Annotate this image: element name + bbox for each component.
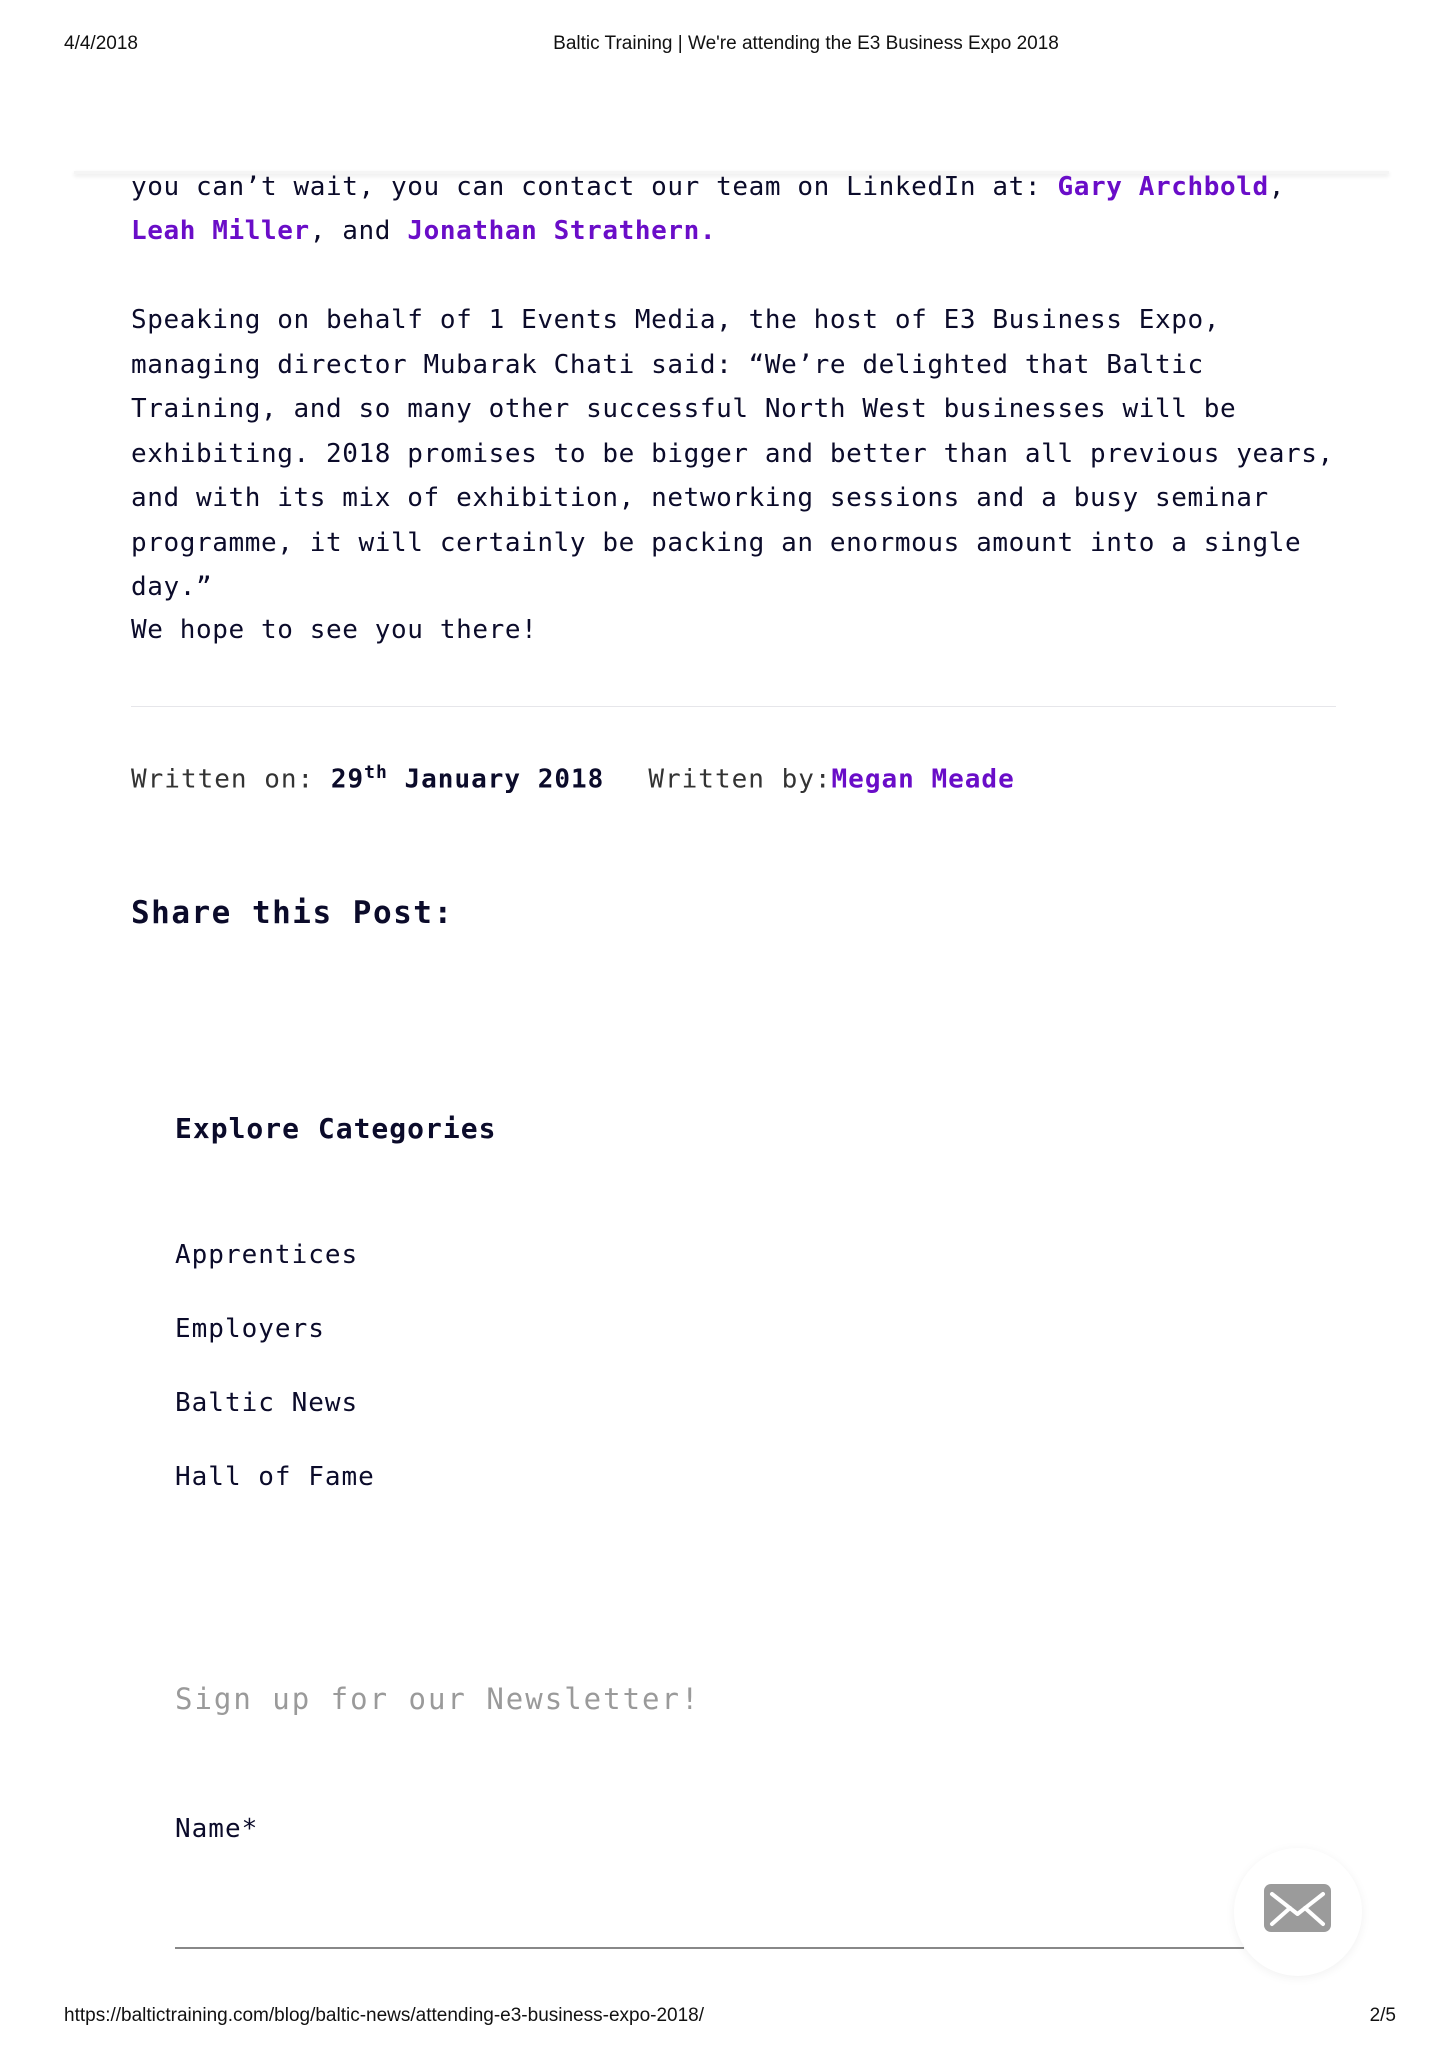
post-date-month-year: January 2018	[387, 764, 605, 795]
post-meta	[131, 762, 1015, 795]
name-field-label: Name*	[175, 1814, 259, 1844]
article-paragraph-quote: Speaking on behalf of 1 Events Media, the host of E3 Business Expo, managing director Mubarak Chati said: “We’re delighted that Baltic Training, and so many other successful North West businesses will be exhibiting. 2018 promises to be bigger and better than all previous years, and with its mix of exhibition, networking sessions and a busy seminar programme, it will certainly be packing an enormous amount into a single day.”	[131, 305, 1334, 602]
print-footer	[0, 2005, 1447, 2035]
post-date-suffix: th	[364, 762, 388, 783]
share-title: Share this Post:	[131, 895, 454, 931]
link-gary-archbold[interactable]: Gary Archbold	[1057, 172, 1269, 202]
categories-title: Explore Categories	[175, 1112, 497, 1145]
mail-icon	[1264, 1884, 1331, 1932]
print-date: 4/4/2018	[64, 33, 138, 54]
link-leah-miller[interactable]: Leah Miller	[131, 216, 310, 246]
article-paragraph-closing: We hope to see you there!	[131, 615, 538, 645]
newsletter-title: Sign up for our Newsletter!	[175, 1682, 701, 1716]
category-link-apprentices[interactable]: Apprentices	[175, 1240, 359, 1270]
categories-list	[175, 1240, 375, 1536]
print-page-number: 2/5	[1369, 2005, 1396, 2026]
print-header	[0, 33, 1447, 63]
contact-chat-button[interactable]	[1234, 1848, 1362, 1976]
article-divider	[131, 706, 1336, 707]
name-input[interactable]	[175, 1890, 1244, 1949]
category-link-baltic-news[interactable]: Baltic News	[175, 1388, 359, 1418]
link-jonathan-strathern[interactable]: Jonathan Strathern.	[407, 216, 717, 246]
written-by-label: Written by:	[648, 764, 832, 795]
written-on-label: Written on:	[131, 764, 331, 795]
print-page-title: Baltic Training | We're attending the E3 Business Expo 2018	[553, 33, 1059, 54]
article-paragraph-contact: you can’t wait, you can contact our team on LinkedIn at: Gary Archbold, Leah Miller, and Jonathan Strathern.	[131, 172, 1286, 246]
post-date-day: 29	[330, 764, 365, 795]
print-url: https://baltictraining.com/blog/baltic-news/attending-e3-business-expo-2018/	[64, 2005, 705, 2026]
author-link[interactable]: Megan Meade	[831, 764, 1015, 795]
category-link-hall-of-fame[interactable]: Hall of Fame	[175, 1462, 375, 1492]
category-link-employers[interactable]: Employers	[175, 1314, 325, 1344]
